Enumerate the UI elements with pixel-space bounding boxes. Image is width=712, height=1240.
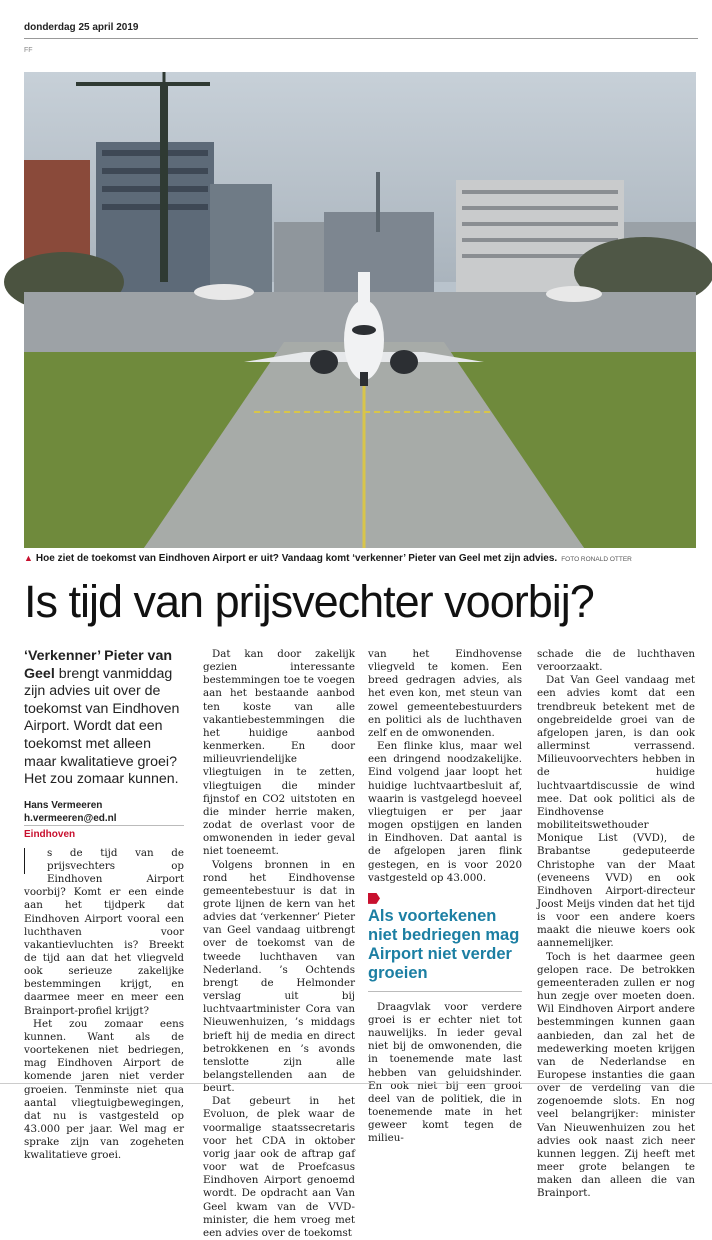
article-column-3 [368,648,522,1146]
airport-photo-illustration [24,72,696,548]
paragraph: Toch is het daarmee geen gelopen race. De betrokken gemeenteraden zullen er nog hun zegje over moeten doen. Wil Eindhoven Airport andere bestemmingen kunnen gaan aanbieden, dan zal het de medewerking moeten krijgen van de Nederlandse en Europese instanties die gaan over de verdeling van die zogenoemde slots. En nog veel belangrijker: minister Van Nieuwenhuizen zou het advies ook naast zich neer kunnen leggen. Zij heeft met meer grote belangen te maken dan alleen die van Brainport. [537,950,695,1200]
paragraph: Dat gebeurt in het Evoluon, de plek waar de voormalige staatssecretaris voor het CDA in oktober vorig jaar ook de aftrap gaf voor wat de Proefcasus Eindhoven Airport genoemd wordt. De opdracht aan Van Geel kwam van de VVD-minister, die hem vroeg met een advies over de toekomst [203,1095,355,1239]
paragraph: Dat Van Geel vandaag met een advies komt dat een trendbreuk betekent met de ongebreidelde groei van de afgelopen jaren, is dan ook allerminst verrassend. Milieuvoorvechters hebben in de huidige luchtvaartdiscussie de wind mee. Dat ook politici als de Eindhovense mobiliteitswethouder Monique List (VVD), de Brabantse gedeputeerde Christophe van der Maat (eveneens VVD) en ook Eindhoven Airport-directeur Joost Meijs vinden dat het tijd is voor een andere koers maakt die nieuwe koers ook aannemelijker. [537,674,695,950]
pull-quote-rule [368,991,522,992]
dateline-place: Eindhoven [24,825,184,841]
article-column-4 [537,648,695,1201]
article-headline: Is tijd van prijsvechter voorbij? [24,576,594,627]
paragraph: Draagvlak voor verdere groei is er echter niet tot nauwelijks. In ieder geval niet bij de omwonenden, die in toenemende mate last hebben van geluidshinder. En ook niet bij een groot deel van de politiek, die in toenemende mate in het geweer komt tegen de milieu- [368,1000,522,1145]
edition-code: FF [24,47,33,54]
paragraph: van het Eindhovense vliegveld te komen. Een breed gedragen advies, als het even kon, met steun van zowel gemeentebestuurders en politici als de luchthaven zelf en de omwonenden. [368,648,522,739]
author-name: Hans Vermeeren [24,799,103,811]
lead-name: ‘Verkenner’ Pieter van Geel [24,648,173,682]
byline [24,799,184,825]
photo-credit: FOTO RONALD OTTER [561,556,632,563]
paragraph: Volgens bronnen in en rond het Eindhovense gemeentebestuur is dat in grote lijnen de kern van het advies dat ‘verkenner’ Pieter van Geel vandaag uitbrengt over de toekomst van de tweede luchthaven van Nederland. ’s Ochtends brengt de Helmonder verslag uit bij luchtvaartminister Cora van Nieuwenhuizen, ’s middags brieft hij de media en direct betrokkenen en ’s avonds tenslotte zijn alle belangstellenden aan de beurt. [203,858,355,1095]
footer-rule [0,1083,712,1084]
pull-quote [368,893,522,992]
paragraph: s de tijd van de prijsvechters op Eindhoven Airport voorbij? Komt er een einde aan het tijdperk dat Eindhoven Airport vooral een luchthaven voor vakantievluchten is? Breekt de tijd aan dat het vliegveld ook serieuze zakelijke bestemmingen krijgt, en daarmee meer en meer een Brainport-profiel krijgt? [24,846,184,1017]
photo-caption [24,553,704,564]
paragraph: Dat kan door zakelijk gezien interessante bestemmingen toe te voegen aan het bestaande aanbod ten koste van alle vakantiebestemmingen die het huidige aanbod kenmerken. En door milieuvriendelijke vliegtuigen in te zetten, vliegtuigen die minder fijnstof en CO2 uitstoten en die minder herrie maken, zodat de overlast voor de omwonenden in ieder geval niet toeneemt. [203,648,355,858]
airport-photo [24,72,696,548]
paragraph: Een flinke klus, maar wel een dringend noodzakelijke. Eind volgend jaar loopt het huidige luchtvaartbesluit af, waarin is vastgelegd hoeveel vliegtuigen er per jaar mogen opstijgen en landen in Eindhoven. Dat aantal is de afgelopen jaren flink gestegen, en is voor 2020 vastgesteld op 43.000. [368,740,522,884]
article-lead [24,648,184,789]
author-email: h.vermeeren@ed.nl [24,812,117,824]
drop-cap-i [24,848,43,874]
article-column-2 [203,648,355,1240]
article-column-1 [24,648,184,1163]
page-date: donderdag 25 april 2019 [24,22,139,33]
paragraph: Het zou zomaar eens kunnen. Want als de voortekenen niet bedriegen, mag Eindhoven Airport de komende jaren niet verder groeien. Tenminste niet qua aantal vliegtuigbewegingen, dat nu is vastgesteld op 43.000 per jaar. Wel mag er sprake zijn van zogeheten kwalitatieve groei. [24,1017,184,1162]
pull-quote-text: Als voortekenen niet bedriegen mag Airport niet verder groeien [368,906,520,982]
lead-text: brengt vanmiddag zijn advies uit over de toekomst van Eindhoven Airport. Wordt dat een toekomst met alleen maar kwalitatieve groei? Het zou zomaar kunnen. [24,665,180,788]
paragraph: schade die de luchthaven veroorzaakt. [537,648,695,674]
pull-quote-flag-icon [368,893,380,904]
caption-triangle-icon: ▲ [24,553,33,563]
caption-text: Hoe ziet de toekomst van Eindhoven Airport er uit? Vandaag komt ‘verkenner’ Pieter van Geel met zijn advies. [35,553,558,564]
header-rule [24,38,698,39]
